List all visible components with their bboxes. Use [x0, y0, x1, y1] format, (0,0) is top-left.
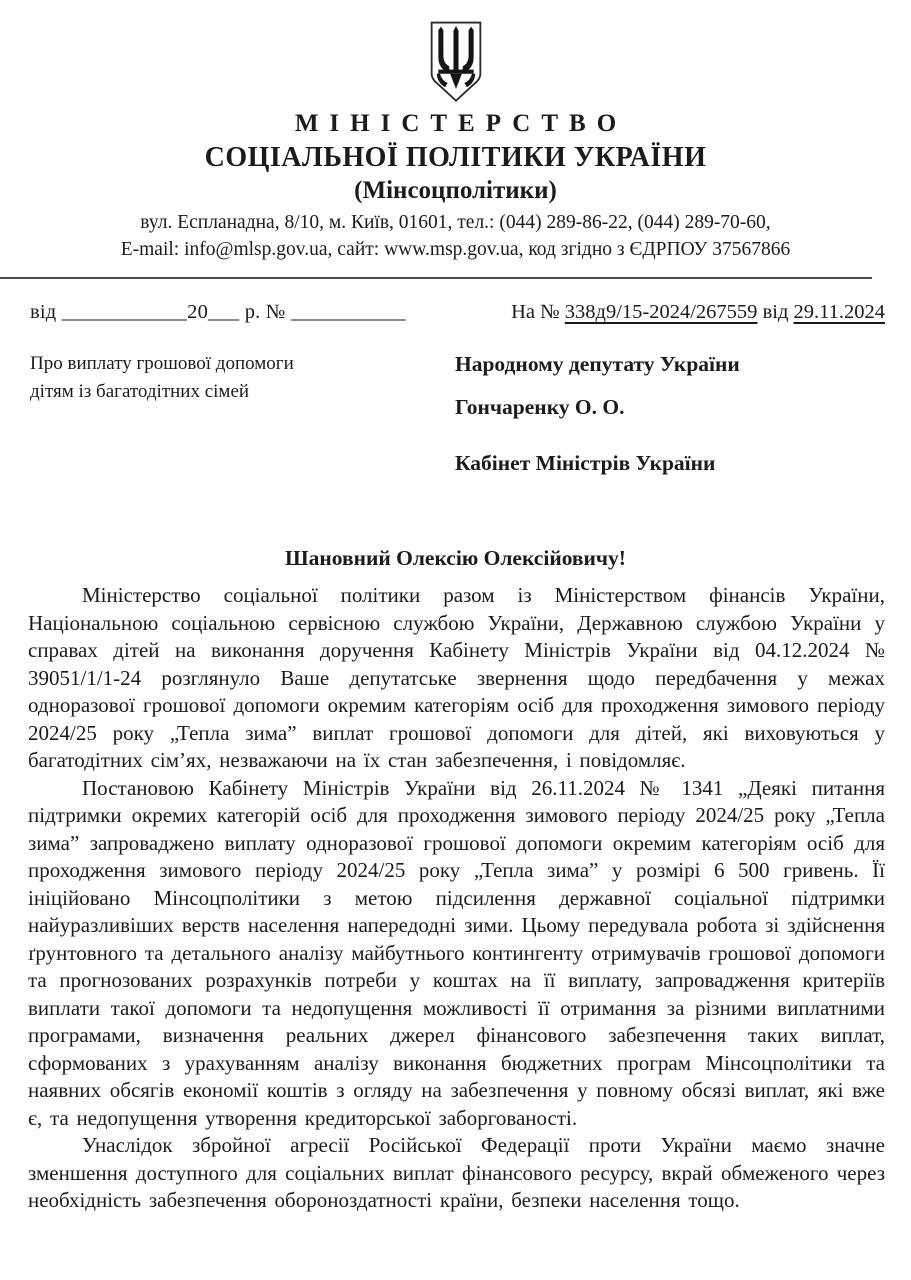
letterhead [0, 0, 911, 279]
ministry-address-line1: вул. Еспланадна, 8/10, м. Київ, 01601, тел.: (044) 289-86-22, (044) 289-70-60, [140, 212, 771, 233]
addressee-copy: Кабінет Міністрів України [455, 451, 716, 475]
ministry-name-line1: МІНІСТЕРСТВО [294, 110, 628, 137]
outgoing-number-blank: від ____________20___ р. № ___________ [30, 301, 406, 323]
subject-addressee-row [0, 324, 911, 476]
body-paragraph-2: Постановою Кабінету Міністрів України від 26.11.2024 № 1341 „Деякі питання підтримки окремих категорій осіб для проходження зимового періоду 2024/25 року „Тепла зима” запроваджено виплату одноразової грошової допомоги окремим категоріям осіб для проходження зимового періоду 2024/25 року „Тепла зима” у розмірі 6 500 гривень. Її ініційовано Мінсоцполітики з метою підсилення державної соціальної підтримки найуразливіших верств населення напередодні зими. Цьому передувала робота зі здійснення ґрунтовного та детального аналізу майбутнього контингенту отримувачів грошової допомоги та прогнозованих розрахунків потреби у коштах на її виплату, запровадження критеріїв виплати такої допомоги та недопущення можливості її отримання за різними виплатними програмами, визначення реальних джерел фінансового забезпечення таких виплат, сформованих з урахуванням аналізу виконання бюджетних програм Мінсоцполітики та наявних обсягів економії коштів з огляду на забезпечення у повному обсязі виплат, які вже є, та недопущення утворення кредиторської заборгованості. [28, 775, 885, 1130]
body-paragraph-1: Міністерство соціальної політики разом із Міністерством фінансів України, Національною соціальною сервісною службою України, Державною службою України у справах дітей на виконання доручення Кабінету Міністрів України від 04.12.2024 № 39051/1/1-24 розглянуло Ваше депутатське звернення щодо передбачення у межах одноразової грошової допомоги окремим категоріям осіб для проходження зимового періоду 2024/25 року „Тепла зима” виплат грошової допомоги для дітей, які виховуються у багатодітних сім’ях, незважаючи на їх стан забезпечення, і повідомляє. [28, 583, 885, 772]
addressee-title: Народному депутату України [455, 352, 740, 376]
ministry-address-block [0, 209, 911, 263]
subject-line2: дітям із багатодітних сімей [30, 381, 250, 402]
incoming-ref-prefix: На № [511, 301, 565, 323]
body-paragraph-3: Унаслідок збройної агресії Російської Федерації проти України маємо значне зменшення доступного для соціальних виплат фінансового ресурсу, вкрай обмеженого через необхідність забезпечення обороноздатності країни, безпеки населення тощо. [28, 1133, 885, 1212]
ukraine-trident-emblem-icon [0, 20, 911, 104]
incoming-ref-date: 29.11.2024 [793, 301, 885, 323]
reference-row [0, 279, 911, 324]
incoming-ref-number: 338д9/15-2024/267559 [564, 301, 758, 323]
ministry-address-line2: E-mail: info@mlsp.gov.ua, сайт: www.msp.gov.ua, код згідно з ЄДРПОУ 37567866 [120, 239, 791, 260]
incoming-reference [511, 301, 885, 324]
addressee-block [455, 350, 885, 476]
subject-line1: Про виплату грошової допомоги [30, 353, 294, 374]
ministry-name-line2: СОЦІАЛЬНОЇ ПОЛІТИКИ УКРАЇНИ [204, 142, 707, 173]
letter-subject [30, 350, 440, 476]
salutation: Шановний Олексію Олексійовичу! [285, 546, 626, 570]
letter-body [0, 571, 911, 1215]
incoming-ref-mid: від [757, 301, 794, 323]
addressee-name: Гончаренку О. О. [455, 395, 625, 419]
ministry-short-name: (Мінсоцполітики) [354, 177, 557, 204]
